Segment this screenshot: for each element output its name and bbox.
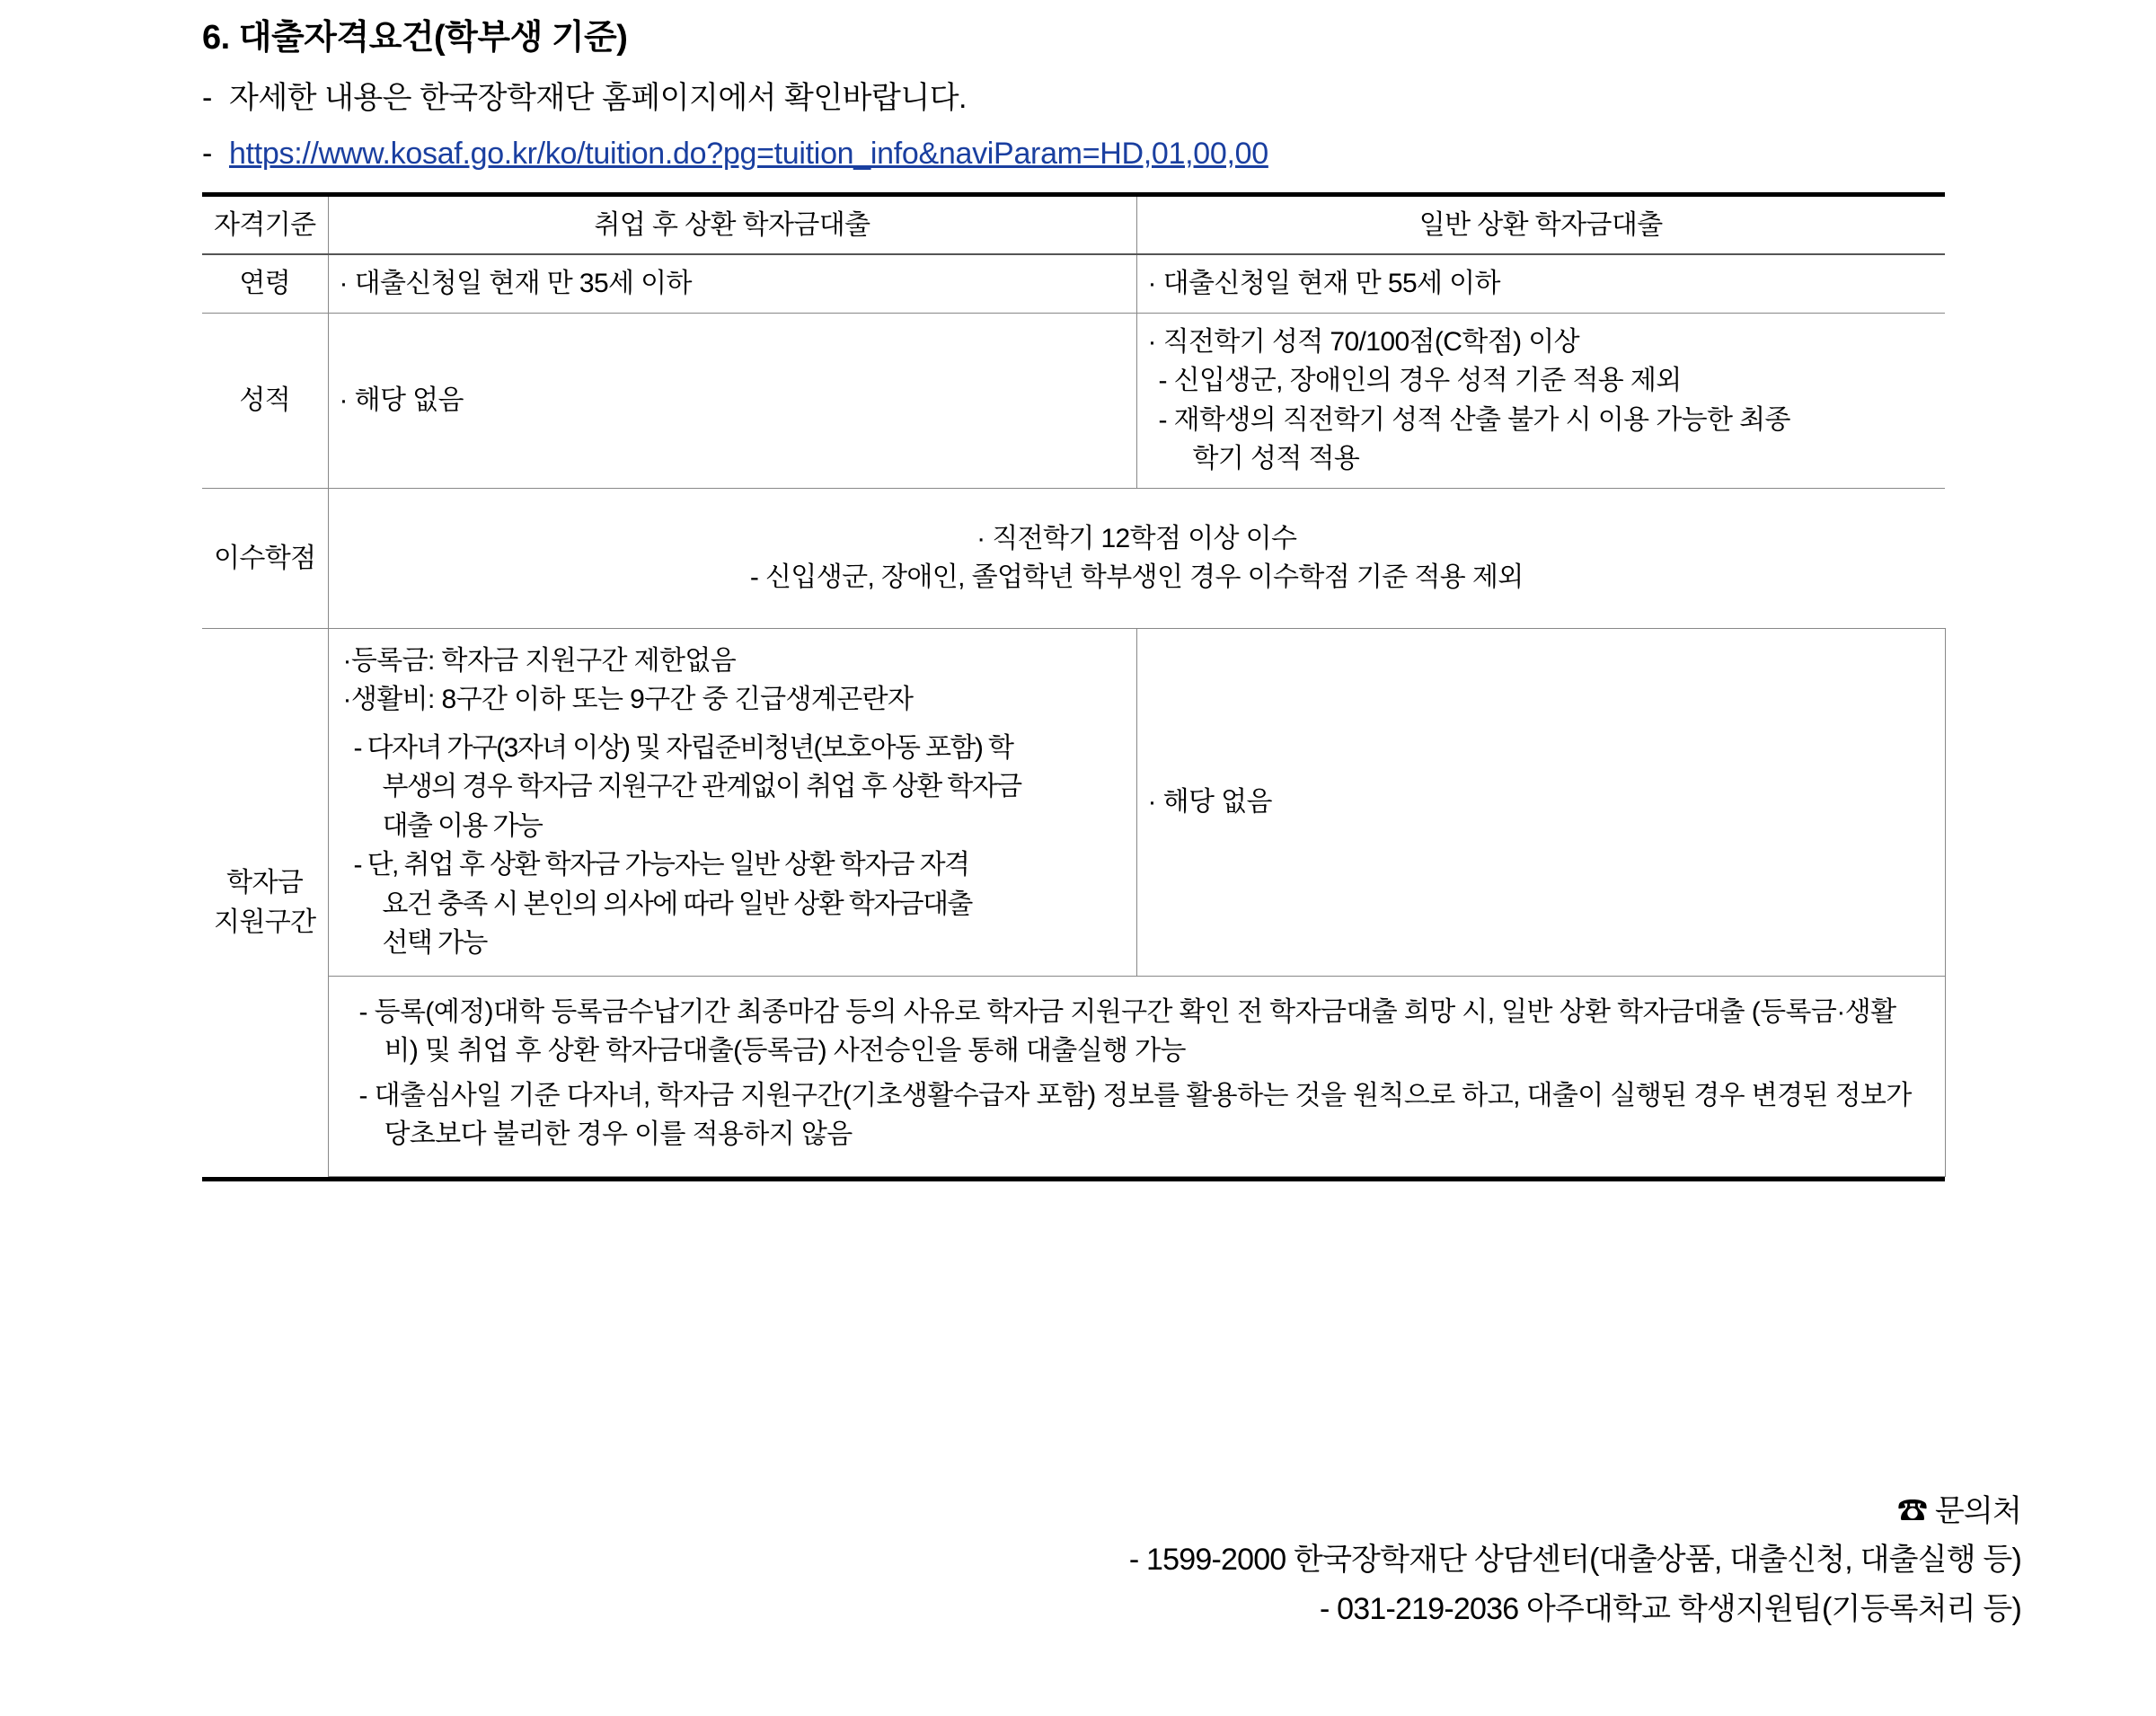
header-criteria: 자격기준 bbox=[202, 194, 328, 254]
contact-title-row bbox=[1129, 1487, 2021, 1535]
intro-line bbox=[202, 76, 2048, 120]
support-a-line-2: ·생활비: 8구간 이하 또는 9구간 중 긴급생계곤란자 bbox=[342, 685, 914, 715]
support-a-line-1: ·등록금: 학자금 지원구간 제한없음 bbox=[342, 645, 737, 676]
contact-title: 문의처 bbox=[1934, 1493, 2021, 1528]
intro-text: 자세한 내용은 한국장학재단 홈페이지에서 확인바랍니다. bbox=[229, 81, 967, 116]
row-label-support bbox=[202, 628, 328, 1176]
bottom-border-content bbox=[328, 1176, 1945, 1179]
age-value-a: · 대출신청일 현재 만 35세 이하 bbox=[328, 254, 1136, 313]
table-header-row bbox=[202, 194, 1945, 254]
credits-line-2: - 신입생군, 장애인, 졸업학년 학부생인 경우 이수학점 기준 적용 제외 bbox=[749, 562, 1524, 593]
age-value-b: · 대출신청일 현재 만 55세 이하 bbox=[1136, 254, 1945, 313]
support-a-line-3: - 다자녀 가구(3자녀 이상) 및 자립준비청년(보호아동 포함) 학 bbox=[353, 732, 1013, 763]
table-row-support-notes bbox=[202, 976, 1945, 1176]
grade-b-line-3: - 재학생의 직전학기 성적 산출 불가 시 이용 가능한 최종 bbox=[1158, 404, 1790, 435]
support-label-line1: 학자금 bbox=[226, 868, 304, 898]
support-a-line-5: 대출 이용 가능 bbox=[382, 810, 543, 841]
contact-footer bbox=[1129, 1487, 2021, 1633]
table-row-grade bbox=[202, 313, 1945, 488]
dash-marker: - bbox=[202, 81, 212, 116]
support-notes bbox=[328, 976, 1945, 1176]
dash-marker: - bbox=[202, 136, 212, 171]
bottom-border-label bbox=[202, 1176, 328, 1179]
row-label-credits: 이수학점 bbox=[202, 488, 328, 628]
support-value-a bbox=[328, 628, 1136, 976]
eligibility-table bbox=[202, 192, 1946, 1181]
support-note-2: - 대출심사일 기준 다자녀, 학자금 지원구간(기초생활수급자 포함) 정보를 활용하는 것을 원칙으로 하고, 대출이 실행된 경우 변경된 정보가 당초보다 불리한 경우 이를 적용하지 않음 bbox=[358, 1080, 1912, 1150]
contact-line-2: - 031-219-2036 아주대학교 학생지원팀(기등록처리 등) bbox=[1320, 1591, 2021, 1626]
grade-value-b bbox=[1136, 313, 1945, 488]
contact-line-1: - 1599-2000 한국장학재단 상담센터(대출상품, 대출신청, 대출실행 등) bbox=[1128, 1543, 2021, 1578]
grade-b-line-4: 학기 성적 적용 bbox=[1192, 444, 1360, 474]
grade-b-line-2: - 신입생군, 장애인의 경우 성적 기준 적용 제외 bbox=[1158, 366, 1682, 396]
page-title: 6. 대출자격요건(학부생 기준) bbox=[202, 19, 628, 57]
support-value-b: · 해당 없음 bbox=[1136, 628, 1945, 976]
support-a-line-6: - 단, 취업 후 상환 학자금 가능자는 일반 상환 학자금 자격 bbox=[353, 850, 969, 880]
support-note-1: - 등록(예정)대학 등록금수납기간 최종마감 등의 사유로 학자금 지원구간 확인 전 학자금대출 희망 시, 일반 상환 학자금대출 (등록금·생활비) 및 취업 후 상환 학자금대출(등록금) 사전승인을 통해 대출실행 가능 bbox=[358, 996, 1896, 1066]
kosaf-link[interactable]: https://www.kosaf.go.kr/ko/tuition.do?pg=tuition_info&naviParam=HD,01,00,00 bbox=[229, 136, 1268, 171]
header-col-a: 취업 후 상환 학자금대출 bbox=[328, 194, 1136, 254]
table-row-credits bbox=[202, 488, 1945, 628]
support-a-line-4: 부생의 경우 학자금 지원구간 관계없이 취업 후 상환 학자금 bbox=[382, 772, 1021, 802]
grade-value-a: · 해당 없음 bbox=[328, 313, 1136, 488]
row-label-age: 연령 bbox=[202, 254, 328, 313]
phone-icon: ☎ bbox=[1897, 1493, 1928, 1528]
support-label-line2: 지원구간 bbox=[213, 907, 316, 937]
credits-value bbox=[328, 488, 1945, 628]
support-a-line-7: 요건 충족 시 본인의 의사에 따라 일반 상환 학자금대출 bbox=[382, 889, 972, 919]
table-row-age bbox=[202, 254, 1945, 313]
link-line bbox=[202, 132, 2048, 176]
table-row-support bbox=[202, 628, 1945, 976]
grade-b-line-1: · 직전학기 성적 70/100점(C학점) 이상 bbox=[1147, 326, 1580, 357]
row-label-grade: 성적 bbox=[202, 313, 328, 488]
table-bottom-border-row bbox=[202, 1176, 1945, 1179]
support-a-line-8: 선택 가능 bbox=[382, 928, 487, 959]
credits-line-1: · 직전학기 12학점 이상 이수 bbox=[976, 523, 1297, 553]
header-col-b: 일반 상환 학자금대출 bbox=[1136, 194, 1945, 254]
